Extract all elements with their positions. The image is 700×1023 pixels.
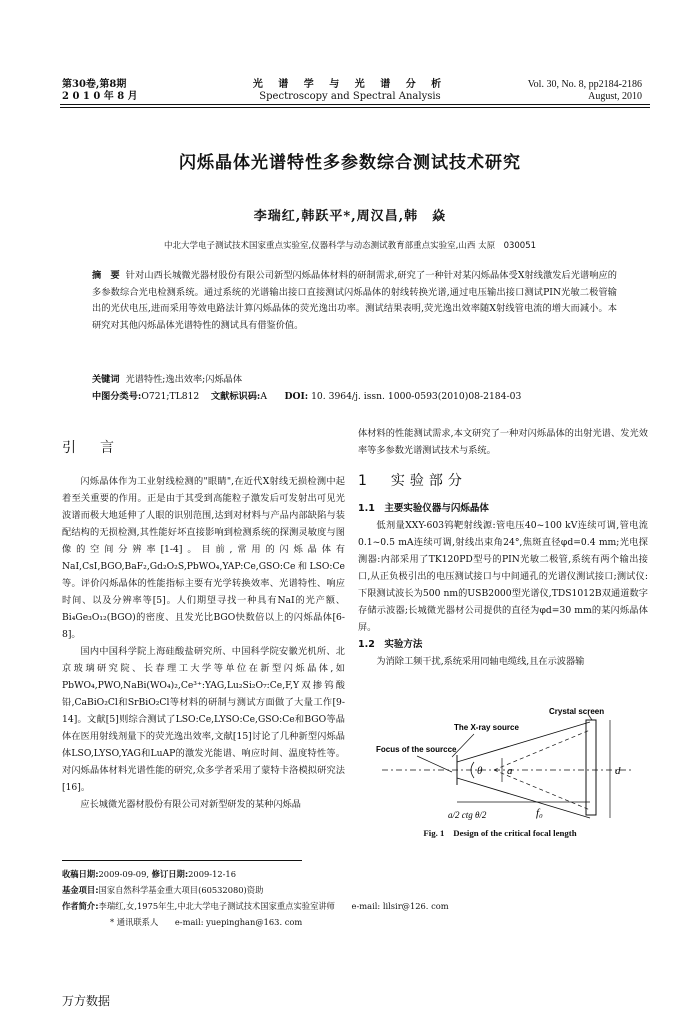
subsection-1-2: 1.2 实验方法	[358, 639, 423, 650]
right-column	[358, 425, 648, 670]
label-crystal-screen: Crystal screen	[549, 707, 605, 716]
header-volume-cn: 第30卷,第8期	[62, 79, 127, 90]
figure-1-diagram	[362, 700, 652, 825]
doi-value: 10. 3964/j. issn. 1000-0593(2010)08-2184-03	[311, 391, 522, 402]
paper-title: 闪烁晶体光谱特性多参数综合测试技术研究	[179, 153, 521, 173]
classification	[92, 389, 521, 405]
crystal-screen-shape	[586, 720, 596, 815]
method-paragraph: 为消除工频干扰,系统采用同轴电缆线,且在示波器输	[376, 656, 585, 667]
doi-label: DOI:	[284, 391, 309, 402]
journal-name-en: Spectroscopy and Spectral Analysis	[259, 91, 441, 102]
intro-paragraph-2: 国内中国科学院上海硅酸盐研究所、中国科学院安徽光机所、北京玻璃研究院、长春理工大学等单位在新型闪烁晶体,如PbWO₄,PWO,NaBi(WO₄)₂,Ce³⁺:YAG,Lu₂Si₂O₇:Ce,F,Y双掺钨酸铅,CaBiO₂Cl和SrBiO₂Cl等材料的研制与测试方面做了大量工作[9-14]。文献[5]则综合测试了LSO:Ce,LYSO:Ce,GSO:Ce和BGO等晶体在医用射线剂量下的荧光逸出效率,文献[15]讨论了几种新型闪烁晶体LSO,LYSO,YAG和LuAP的激发光能谱、响应时间、温度特性等。对闪烁晶体材料光谱性能的研究,众多学者采用了蒙特卡洛模拟研究法[16]。	[62, 646, 345, 793]
section-experiment-heading: 1 实验部分	[358, 473, 467, 489]
revised-date: 2009-12-16	[188, 869, 236, 879]
clc-value: O721;TL812	[141, 391, 200, 402]
abstract-text: 针对山西长城微光器材股份有限公司新型闪烁晶体材料的研制需求,研究了一种针对某闪烁晶体受X射线激发后光谱响应的多参数综合光电检测系统。通过系统的光谱输出接口直接测试闪烁晶体的射线转换光谱,通过电压输出接口测试PIN光敏二极管输出的光伏电压,进而采用等效电路法计算闪烁晶体的荧光逸出功率。测试结果表明,荧光逸出效率随X射线管电流的增大而减小。本研究对其他闪烁晶体光谱特性的测试具有借鉴价值。	[92, 270, 617, 331]
label-theta: θ	[477, 765, 483, 777]
section-intro-heading: 引 言	[62, 440, 119, 456]
header-citation	[528, 79, 642, 103]
label-a: a	[507, 765, 513, 777]
header-rule	[60, 104, 650, 105]
header-date-cn: 2 0 1 0 年 8 月	[62, 91, 138, 102]
abstract	[92, 268, 617, 334]
label-d: d	[615, 765, 621, 777]
paper-affiliation: 中北大学电子测试技术国家重点实验室,仪器科学与动态测试教育部重点实验室,山西 太原 030051	[163, 241, 537, 251]
intro-continuation: 体材料的性能测试需求,本文研究了一种对闪烁晶体的出射光谱、发光效率等多参数光谱测试技术与系统。	[358, 428, 648, 456]
intro-paragraph-3: 应长城微光器材股份有限公司对新型研发的某种闪烁晶	[80, 799, 301, 810]
doc-code-label: 文献标识码:	[210, 391, 261, 402]
footnotes	[62, 866, 602, 930]
footnote-dates	[62, 866, 602, 882]
fund-text: 国家自然科学基金重大项目(60532080)资助	[98, 885, 264, 895]
journal-name-cn: 光 谱 学 与 光 谱 分 析	[252, 79, 448, 90]
label-ctg: a/2 ctg θ/2	[448, 810, 487, 820]
instruments-paragraph: 低剂量XXY-603钨靶射线源:管电压40~100 kV连续可调,管电流0.1~0.5 mA连续可调,射线出束角24°,焦斑直径φd=0.4 mm;光电探测器:内部采用了TK120PD型号的PIN光敏二极管,系统有两个输出接口,从正负极引出的电压测试接口与中间通孔的光谱仪测试接口;测试仪:下限测试波长为500 nm的USB2000型光谱仪,TDS1012B双通道数字存储示波器;长城微光器材公司提供的直径为φd=30 mm的某闪烁晶体屏。	[358, 520, 648, 633]
abstract-label: 摘 要	[92, 270, 120, 281]
header-date-en: August, 2010	[588, 91, 642, 102]
author-bio-label: 作者简介:	[62, 901, 99, 911]
revised-label: 修订日期:	[151, 869, 189, 879]
header-rule-thin	[60, 107, 650, 108]
footnote-author	[62, 898, 602, 914]
intro-paragraph-1: 闪烁晶体作为工业射线检测的"眼睛",在近代X射线无损检测中起着至关重要的作用。正是由于其受到高能粒子激发后可发射出可见光波谱而极大地延伸了人眼的识别范围,达到对材料与产品内部缺陷与装配结构的无损检测,其性能好坏直接影响到检测系统的探测灵敏度与图像的空间分辨率[1-4]。目前,常用的闪烁晶体有NaI,CsI,BGO,BaF₂,Gd₂O₂S,PbWO₄,YAP:Ce,GSO:Ce和LSO:Ce等。评价闪烁晶体的性能指标主要有光学转换效率、光谱特性、响应时间、以及分辨率等[5]。人们期望寻找一种具有NaI的光产额、Bi₄Ge₃O₁₂(BGO)的密度、且发光比BGO快数倍以上的闪烁晶体[6-8]。	[62, 476, 345, 640]
received-date: 2009-09-09,	[98, 869, 149, 879]
watermark-text: 万方数据	[62, 994, 111, 1008]
author-bio-text: 李瑞红,女,1975年生,中北大学电子测试技术国家重点实验室讲师 e-mail: lilsir@126. com	[98, 901, 449, 911]
keywords	[92, 372, 242, 388]
figure-1-caption: Fig. 1 Design of the critical focal length	[423, 828, 577, 838]
label-focus: Focus of the sourcce	[376, 745, 457, 754]
received-label: 收稿日期:	[62, 869, 99, 879]
footnote-fund	[62, 882, 602, 898]
fund-label: 基金项目:	[62, 885, 99, 895]
label-xray-source: The X-ray source	[454, 723, 519, 732]
left-column	[62, 440, 345, 813]
focus-leader-line	[417, 756, 452, 772]
paper-authors: 李瑞红,韩跃平*,周汉昌,韩 焱	[253, 209, 447, 224]
footnote-corresponding: * 通讯联系人 e-mail: yuepinghan@163. com	[110, 917, 303, 927]
label-f0: f₀	[536, 807, 543, 819]
header-volume-en: Vol. 30, No. 8, pp2184-2186	[527, 79, 642, 90]
footnote-rule	[62, 860, 302, 861]
keywords-text: 光谱特性;逸出效率;闪烁晶体	[125, 374, 243, 385]
subsection-1-1: 1.1 主要实验仪器与闪烁晶体	[358, 503, 489, 514]
doc-code-value: A	[260, 391, 267, 402]
clc-label: 中图分类号:	[92, 391, 142, 402]
keywords-label: 关键词	[92, 374, 120, 385]
